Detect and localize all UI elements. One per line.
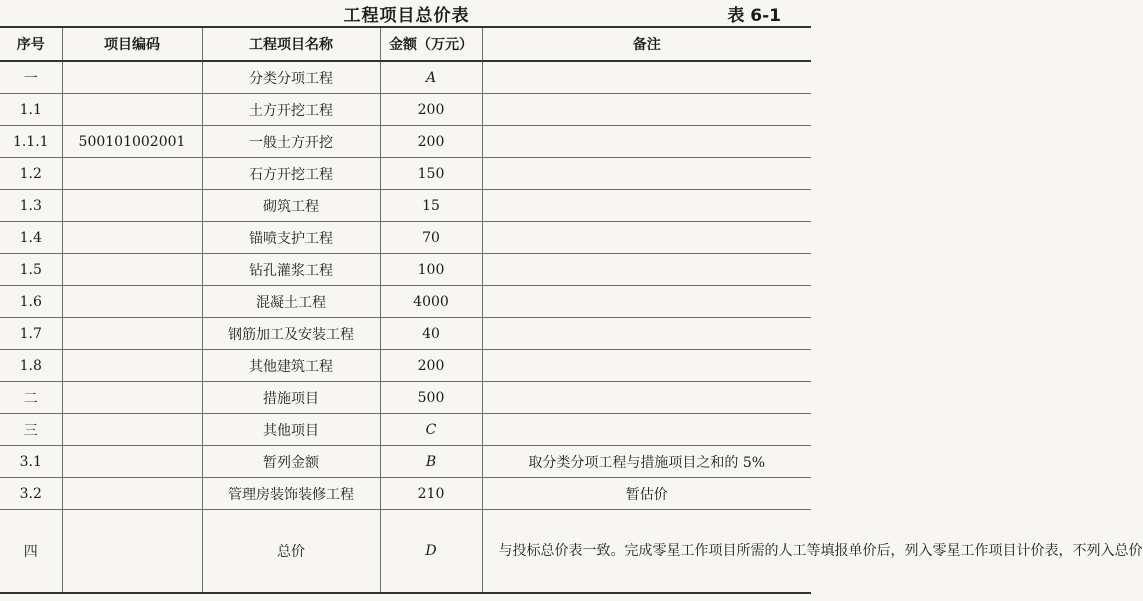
cell-amount: B <box>380 446 482 478</box>
cell-seq: 1.7 <box>0 318 62 350</box>
table-row <box>0 126 811 158</box>
cell-note <box>482 190 811 222</box>
cell-name: 锚喷支护工程 <box>202 222 380 254</box>
cell-name: 钢筋加工及安装工程 <box>202 318 380 350</box>
cell-note <box>482 158 811 190</box>
cell-name: 措施项目 <box>202 382 380 414</box>
cell-name: 石方开挖工程 <box>202 158 380 190</box>
cell-note: 暂估价 <box>482 478 811 510</box>
cell-code: 500101002001 <box>62 126 202 158</box>
cell-name: 分类分项工程 <box>202 61 380 94</box>
cell-name: 钻孔灌浆工程 <box>202 254 380 286</box>
table-number: 表 6-1 <box>727 6 781 26</box>
cell-name: 管理房装饰装修工程 <box>202 478 380 510</box>
title-row <box>0 0 813 26</box>
cell-amount: 100 <box>380 254 482 286</box>
cell-seq: 1.6 <box>0 286 62 318</box>
cell-code <box>62 94 202 126</box>
cell-amount: 15 <box>380 190 482 222</box>
header-note: 备注 <box>482 27 811 61</box>
header-code: 项目编码 <box>62 27 202 61</box>
table-row <box>0 286 811 318</box>
cell-note <box>482 286 811 318</box>
cell-amount: D <box>380 510 482 594</box>
cell-amount: 150 <box>380 158 482 190</box>
cell-seq: 1.2 <box>0 158 62 190</box>
cell-amount: 200 <box>380 350 482 382</box>
cell-name: 暂列金额 <box>202 446 380 478</box>
cell-amount: 500 <box>380 382 482 414</box>
cell-note <box>482 94 811 126</box>
cell-code <box>62 446 202 478</box>
cell-seq: 1.1.1 <box>0 126 62 158</box>
cell-note <box>482 318 811 350</box>
cell-seq: 三 <box>0 414 62 446</box>
cell-name: 其他建筑工程 <box>202 350 380 382</box>
cell-seq: 1.5 <box>0 254 62 286</box>
cell-amount: A <box>380 61 482 94</box>
cell-amount: 70 <box>380 222 482 254</box>
cell-name: 总价 <box>202 510 380 594</box>
cell-code <box>62 190 202 222</box>
table-title: 工程项目总价表 <box>343 6 470 26</box>
header-row <box>0 27 811 61</box>
cell-code <box>62 254 202 286</box>
cell-note <box>482 382 811 414</box>
table-row <box>0 414 811 446</box>
cell-seq: 四 <box>0 510 62 594</box>
table-row-total <box>0 510 811 594</box>
cell-name: 一般土方开挖 <box>202 126 380 158</box>
cell-seq: 1.3 <box>0 190 62 222</box>
cell-note <box>482 222 811 254</box>
cell-code <box>62 61 202 94</box>
table-row <box>0 318 811 350</box>
table-row <box>0 222 811 254</box>
cell-amount: 40 <box>380 318 482 350</box>
cell-code <box>62 158 202 190</box>
cell-code <box>62 414 202 446</box>
cell-note: 与投标总价表一致。完成零星工作项目所需的人工等填报单价后，列入零星工作项目计价表，不列入总价 <box>482 510 811 594</box>
table-row <box>0 478 811 510</box>
cell-name: 其他项目 <box>202 414 380 446</box>
cell-note <box>482 350 811 382</box>
cell-amount: 200 <box>380 126 482 158</box>
table-row <box>0 254 811 286</box>
cell-code <box>62 510 202 594</box>
cell-name: 混凝土工程 <box>202 286 380 318</box>
table-row <box>0 350 811 382</box>
cell-seq: 1.1 <box>0 94 62 126</box>
cell-code <box>62 382 202 414</box>
cell-note <box>482 414 811 446</box>
cell-note <box>482 61 811 94</box>
cell-seq: 1.4 <box>0 222 62 254</box>
cell-note <box>482 126 811 158</box>
cell-amount: 200 <box>380 94 482 126</box>
table-row <box>0 446 811 478</box>
cell-name: 砌筑工程 <box>202 190 380 222</box>
table-row <box>0 94 811 126</box>
cell-amount: 4000 <box>380 286 482 318</box>
header-name: 工程项目名称 <box>202 27 380 61</box>
cell-note: 取分类分项工程与措施项目之和的 5% <box>482 446 811 478</box>
cell-code <box>62 478 202 510</box>
cell-code <box>62 318 202 350</box>
cell-seq: 二 <box>0 382 62 414</box>
cell-note <box>482 254 811 286</box>
cell-code <box>62 286 202 318</box>
table-row <box>0 190 811 222</box>
cell-seq: 3.2 <box>0 478 62 510</box>
table-row <box>0 158 811 190</box>
cell-seq: 1.8 <box>0 350 62 382</box>
cell-seq: 3.1 <box>0 446 62 478</box>
header-amount: 金额（万元） <box>380 27 482 61</box>
cell-amount: 210 <box>380 478 482 510</box>
cell-code <box>62 350 202 382</box>
cell-seq: 一 <box>0 61 62 94</box>
table-row <box>0 61 811 94</box>
table-row <box>0 382 811 414</box>
project-total-price-table <box>0 26 1143 594</box>
cell-amount: C <box>380 414 482 446</box>
cell-name: 土方开挖工程 <box>202 94 380 126</box>
cell-code <box>62 222 202 254</box>
header-seq: 序号 <box>0 27 62 61</box>
